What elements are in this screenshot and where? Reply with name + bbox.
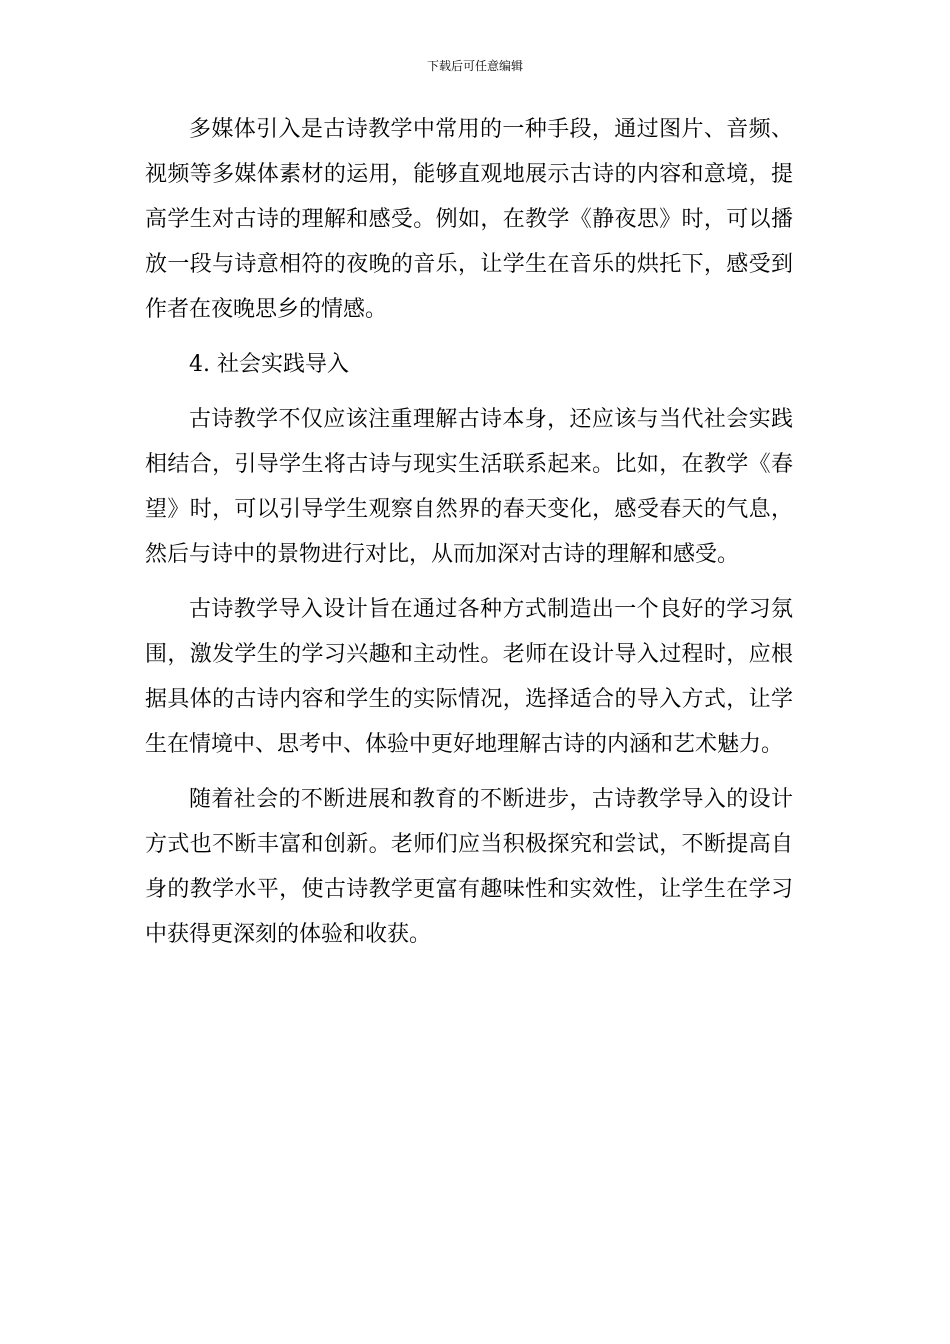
page-header: 下载后可任意编辑	[426, 59, 523, 73]
paragraph-conclusion: 随着社会的不断进展和教育的不断进步，古诗教学导入的设计方式也不断丰富和创新。老师们应当积极探究和尝试，不断提高自身的教学水平，使古诗教学更富有趣味性和实效性，让学生在学习中获得更深刻的体验和收获。	[145, 787, 793, 947]
document-body	[145, 107, 793, 967]
paragraph-multimedia: 多媒体引入是古诗教学中常用的一种手段，通过图片、音频、视频等多媒体素材的运用，能够直观地展示古诗的内容和意境，提高学生对古诗的理解和感受。例如，在教学《静夜思》时，可以播放一段与诗意相符的夜晚的音乐，让学生在音乐的烘托下，感受到作者在夜晚思乡的情感。	[145, 117, 793, 322]
paragraph-social-practice: 古诗教学不仅应该注重理解古诗本身，还应该与当代社会实践相结合，引导学生将古诗与现实生活联系起来。比如，在教学《春望》时，可以引导学生观察自然界的春天变化，感受春天的气息，然后与诗中的景物进行对比，从而加深对古诗的理解和感受。	[145, 407, 793, 567]
section-heading-social-practice: 4. 社会实践导入	[189, 352, 349, 377]
paragraph-design-purpose: 古诗教学导入设计旨在通过各种方式制造出一个良好的学习氛围，激发学生的学习兴趣和主动性。老师在设计导入过程时，应根据具体的古诗内容和学生的实际情况，选择适合的导入方式，让学生在情境中、思考中、体验中更好地理解古诗的内涵和艺术魅力。	[145, 597, 793, 757]
